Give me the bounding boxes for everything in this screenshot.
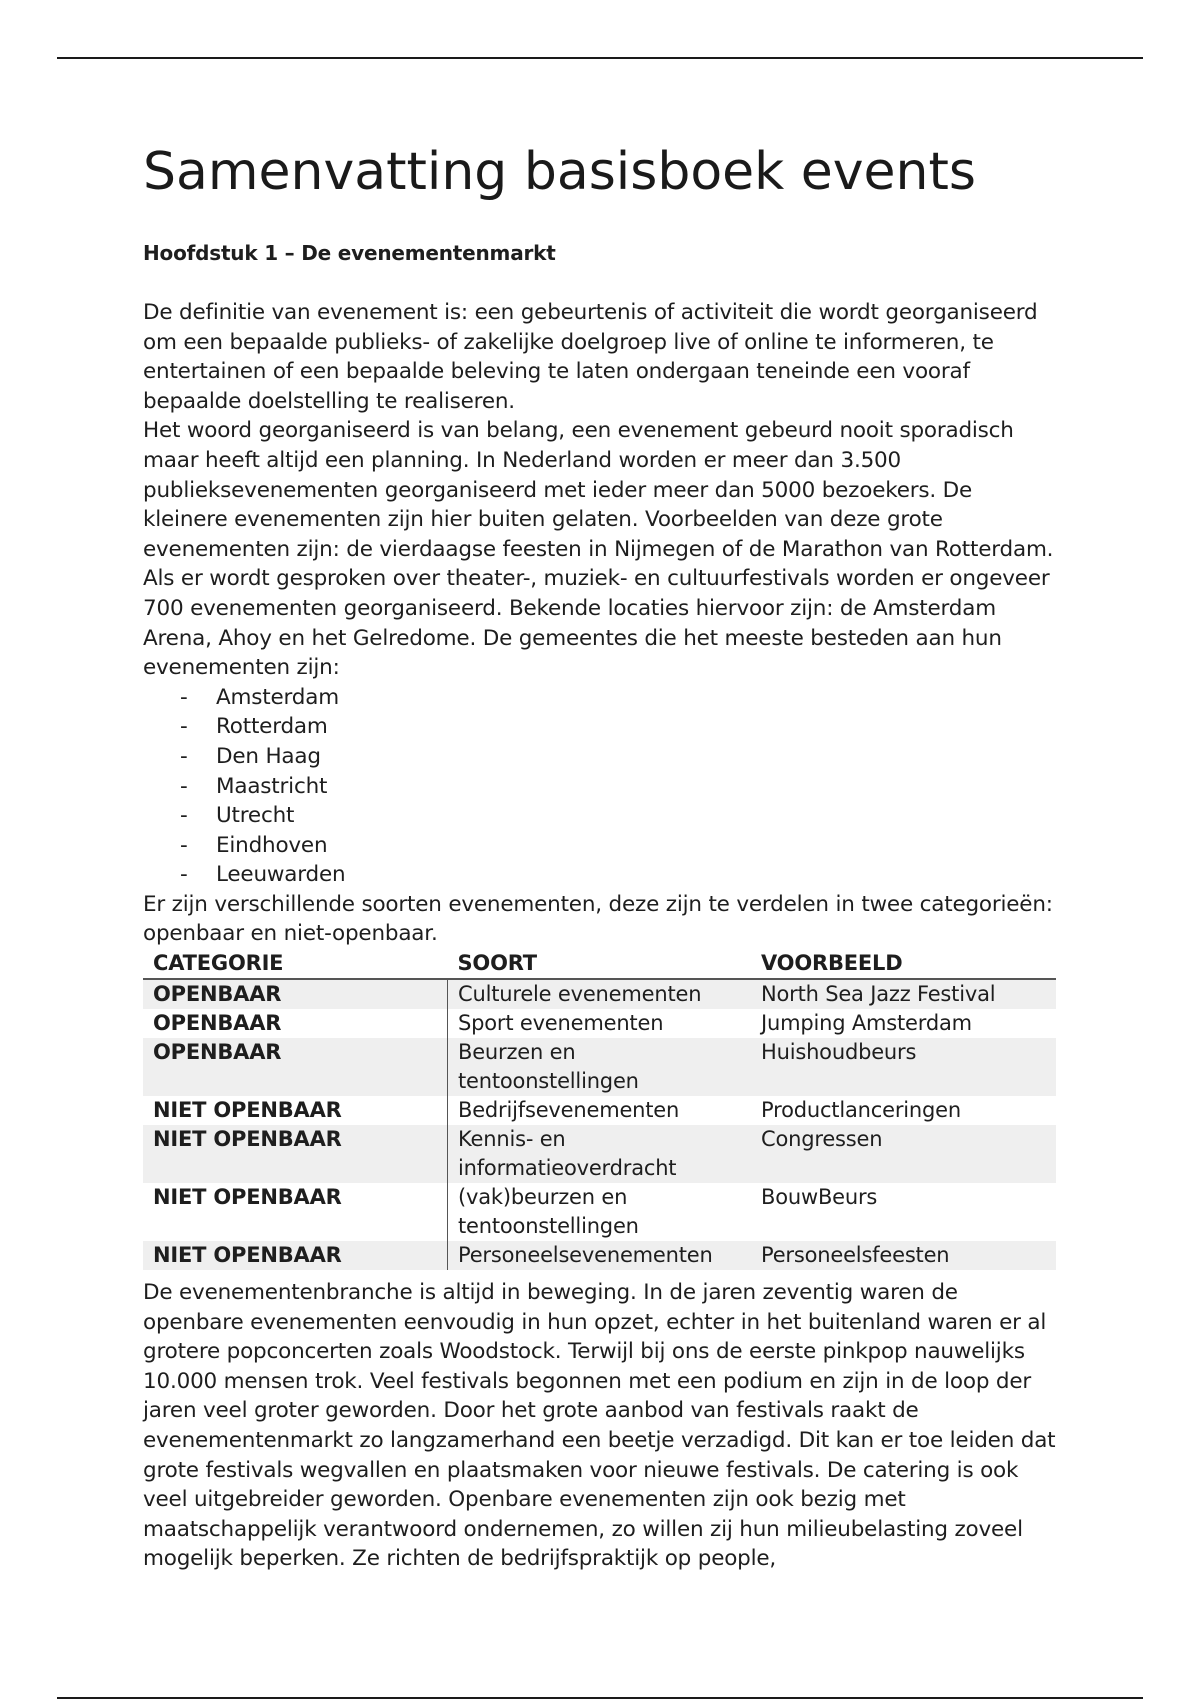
table-row: NIET OPENBAAR (vak)beurzen en tentoonstellingen BouwBeurs bbox=[143, 1183, 1056, 1241]
document-body bbox=[143, 298, 1061, 1270]
cities-list bbox=[143, 683, 1061, 890]
organised-paragraph: Het woord georganiseerd is van belang, een evenement gebeurd nooit sporadisch maar heeft altijd een planning. In Nederland worden er meer dan 3.500 publieksevenementen georganiseerd met ieder meer dan 5000 bezoekers. De kleinere evenementen zijn hier buiten gelaten. Voorbeelden van deze grote evenementen zijn: de vierdaagse feesten in Nijmegen of de Marathon van Rotterdam. Als er wordt gesproken over theater-, muziek- en cultuurfestivals worden er ongeveer 700 evenementen georganiseerd. Bekende locaties hiervoor zijn: de Amsterdam Arena, Ahoy en het Gelredome. De gemeentes die het meeste besteden aan hun evenementen zijn: bbox=[143, 418, 1054, 681]
branch-section bbox=[143, 1278, 1061, 1574]
table-row: OPENBAAR Beurzen en tentoonstellingen Huishoudbeurs bbox=[143, 1038, 1056, 1096]
bottom-rule bbox=[57, 1697, 1143, 1699]
event-types-table bbox=[143, 949, 1056, 1270]
categories-paragraph: Er zijn verschillende soorten evenementen, deze zijn te verdelen in twee categorieën: openbaar en niet-openbaar. bbox=[143, 891, 1053, 947]
column-header-category: CATEGORIE bbox=[143, 949, 448, 979]
table-row: OPENBAAR Sport evenementen Jumping Amsterdam bbox=[143, 1009, 1056, 1038]
list-item: - Utrecht bbox=[143, 801, 1061, 831]
table-row: NIET OPENBAAR Bedrijfsevenementen Productlanceringen bbox=[143, 1096, 1056, 1125]
list-marker: - bbox=[180, 803, 188, 829]
list-marker: - bbox=[180, 743, 188, 769]
table-row: NIET OPENBAAR Personeelsevenementen Personeelsfeesten bbox=[143, 1241, 1056, 1270]
column-header-example: VOORBEELD bbox=[751, 949, 1056, 979]
table-header-row bbox=[143, 949, 1056, 979]
top-rule bbox=[57, 57, 1143, 59]
list-item: - Rotterdam bbox=[143, 712, 1061, 742]
chapter-heading: Hoofdstuk 1 – De evenementenmarkt bbox=[143, 241, 556, 265]
list-marker: - bbox=[180, 862, 188, 888]
list-marker: - bbox=[180, 684, 188, 710]
table-row: OPENBAAR Culturele evenementen North Sea Jazz Festival bbox=[143, 979, 1056, 1009]
list-item: - Eindhoven bbox=[143, 831, 1061, 861]
document-title: Samenvatting basisboek events bbox=[143, 142, 976, 202]
list-item: - Amsterdam bbox=[143, 683, 1061, 713]
list-item: - Leeuwarden bbox=[143, 860, 1061, 890]
column-header-sort: SOORT bbox=[448, 949, 752, 979]
list-marker: - bbox=[180, 832, 188, 858]
list-marker: - bbox=[180, 773, 188, 799]
branch-paragraph: De evenementenbranche is altijd in beweging. In de jaren zeventig waren de openbare evenementen eenvoudig in hun opzet, echter in het buitenland waren er al grotere popconcerten zoals Woodstock. Terwijl bij ons de eerste pinkpop nauwelijks 10.000 mensen trok. Veel festivals begonnen met een podium en zijn in de loop der jaren veel groter geworden. Door het grote aanbod van festivals raakt de evenementenmarkt zo langzamerhand een beetje verzadigd. Dit kan er toe leiden dat grote festivals wegvallen en plaatsmaken voor nieuwe festivals. De catering is ook veel uitgebreider geworden. Openbare evenementen zijn ook bezig met maatschappelijk verantwoord ondernemen, zo willen zij hun milieubelasting zoveel mogelijk beperken. Ze richten de bedrijfspraktijk op people, bbox=[143, 1280, 1056, 1572]
table-row: NIET OPENBAAR Kennis- en informatieoverdracht Congressen bbox=[143, 1125, 1056, 1183]
list-marker: - bbox=[180, 714, 188, 740]
list-item: - Maastricht bbox=[143, 772, 1061, 802]
list-item: - Den Haag bbox=[143, 742, 1061, 772]
intro-paragraph: De definitie van evenement is: een gebeurtenis of activiteit die wordt georganiseerd om een bepaalde publieks- of zakelijke doelgroep live of online te informeren, te entertainen of een bepaalde beleving te laten ondergaan teneinde een vooraf bepaalde doelstelling te realiseren. bbox=[143, 300, 1038, 414]
